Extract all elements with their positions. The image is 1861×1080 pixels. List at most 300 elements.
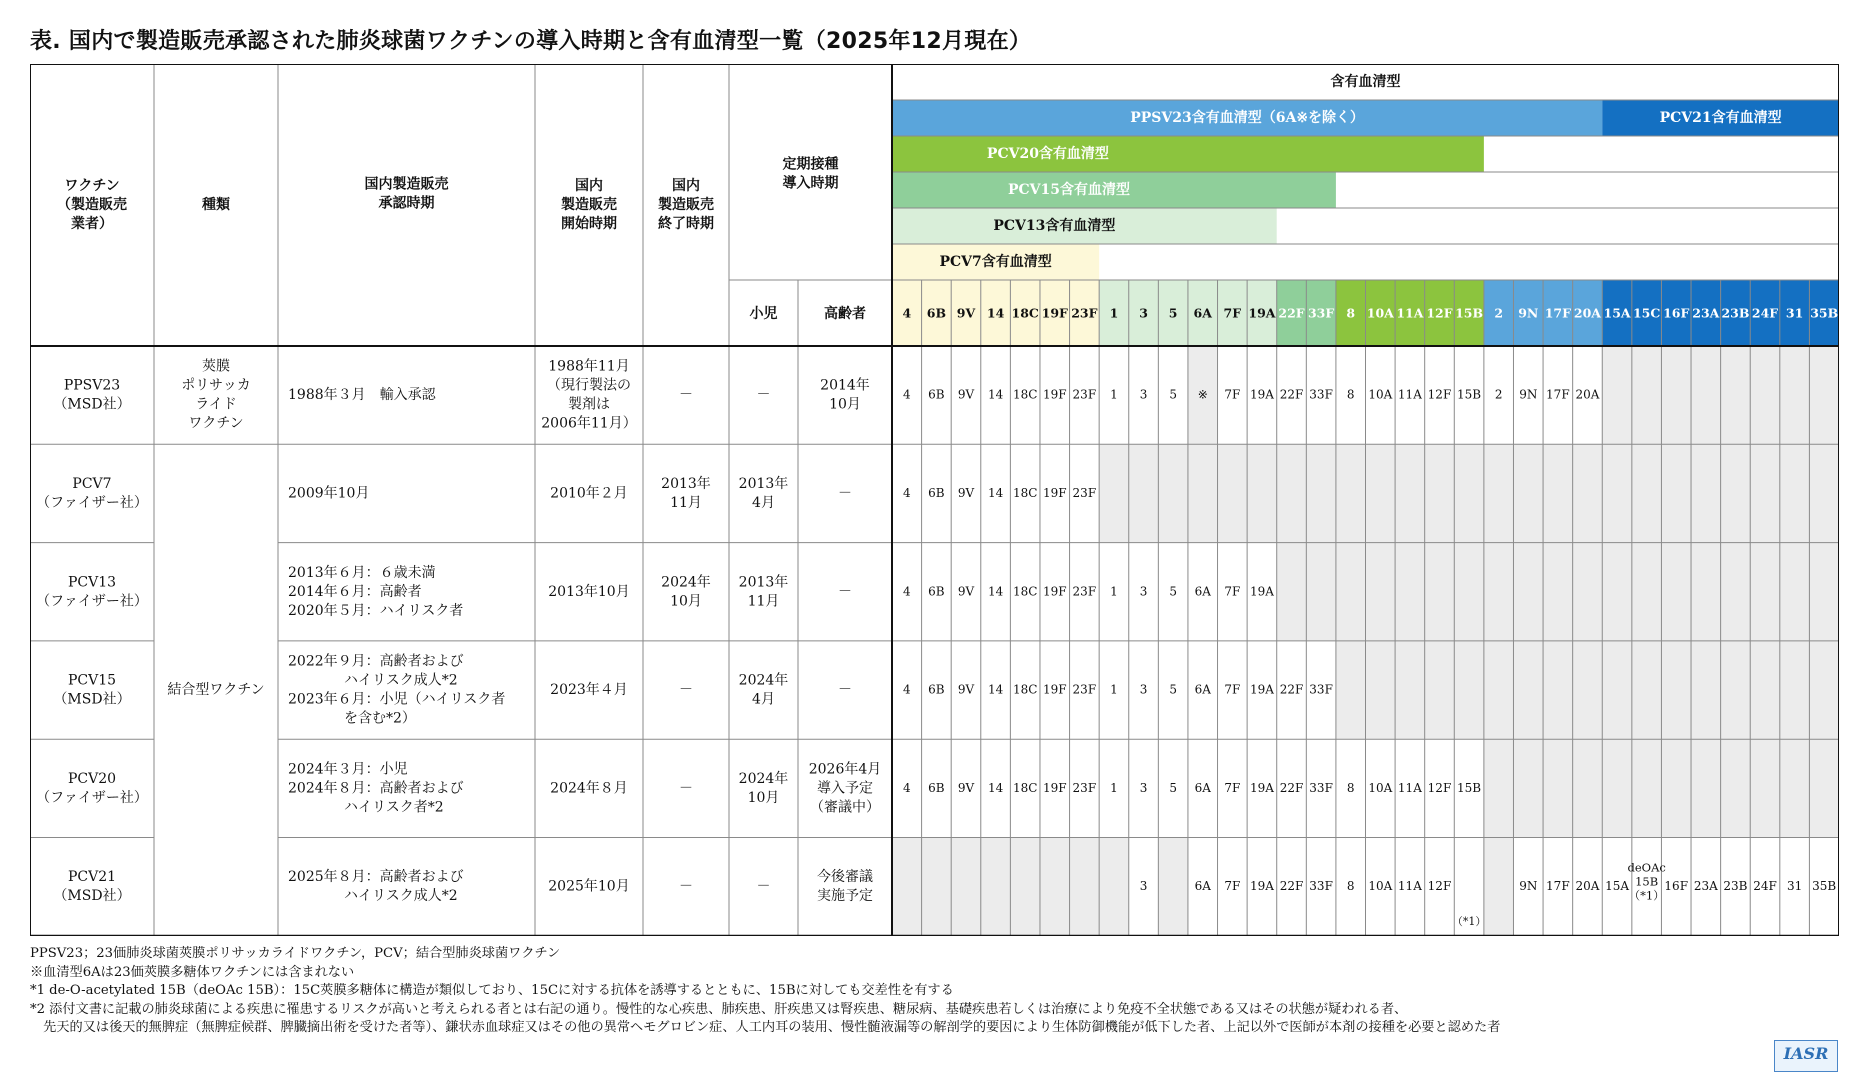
serotype-cell-text: 18C xyxy=(1012,682,1038,697)
excluded-cell xyxy=(1336,543,1366,641)
excluded-cell xyxy=(1632,641,1662,739)
header-start: 開始時期 xyxy=(561,216,617,232)
vaccine-name: （MSD社） xyxy=(53,691,131,708)
excluded-cell xyxy=(1099,838,1129,936)
excluded-cell xyxy=(1721,739,1751,837)
excluded-cell xyxy=(1809,444,1839,542)
excluded-cell xyxy=(1158,838,1188,936)
approval-date: 1988年３月 輸入承認 xyxy=(288,387,436,404)
serotype-cell-text: 19F xyxy=(1042,387,1067,402)
serotype-header-label: 3 xyxy=(1139,305,1148,321)
serotype-cell-text: 7F xyxy=(1224,387,1241,402)
serotype-cell-text: 3 xyxy=(1139,682,1148,697)
serotype-cell-text: 8 xyxy=(1346,387,1355,402)
excluded-cell xyxy=(1691,346,1721,444)
serotype-cell-text: 17F xyxy=(1546,879,1570,894)
header-approval: 承認時期 xyxy=(378,195,435,212)
serotype-header-label: 23F xyxy=(1071,305,1098,321)
serotype-header-label: 15A xyxy=(1603,305,1631,321)
serotype-cell-text: 33F xyxy=(1309,682,1333,697)
excluded-cell xyxy=(1661,444,1691,542)
serotype-header-label: 1 xyxy=(1109,305,1119,321)
excluded-cell xyxy=(1809,641,1839,739)
excluded-cell xyxy=(1691,641,1721,739)
excluded-cell xyxy=(1513,543,1543,641)
start-date: 製剤は xyxy=(568,396,610,413)
serotype-cell-text: 1 xyxy=(1110,387,1118,402)
serotype-cell-text: 5 xyxy=(1169,387,1177,402)
excluded-cell xyxy=(1454,444,1484,542)
vaccine-type: ポリサッカ xyxy=(181,377,251,394)
approval-date: 2022年９月：高齢者および xyxy=(288,653,464,670)
serotype-cell-text: deOAc xyxy=(1627,860,1666,875)
excluded-cell xyxy=(1721,346,1751,444)
approval-date: 2014年６月：高齢者 xyxy=(288,583,422,600)
routine-child: 10月 xyxy=(747,789,780,806)
excluded-cell xyxy=(1691,444,1721,542)
serotype-cell-text: 23B xyxy=(1723,879,1748,894)
serotype-cell-text: 3 xyxy=(1139,879,1148,894)
serotype-cell-text: 4 xyxy=(902,584,911,599)
excluded-cell xyxy=(1750,543,1780,641)
serotype-cell-text: 31 xyxy=(1786,879,1803,894)
excluded-cell xyxy=(1425,543,1455,641)
end-date: 11月 xyxy=(670,494,702,511)
excluded-cell xyxy=(1780,641,1810,739)
pcv15-band-label: PCV15含有血清型 xyxy=(1007,182,1130,198)
vaccine-name: PCV7 xyxy=(72,475,112,492)
serotype-cell-text: 6B xyxy=(928,584,945,599)
routine-elderly: 実施予定 xyxy=(817,888,873,905)
vaccine-type: ライド xyxy=(195,396,237,413)
approval-date: ハイリスク成人*2 xyxy=(288,888,458,905)
header-approval: 国内製造販売 xyxy=(364,176,449,193)
end-date: － xyxy=(679,387,693,404)
vaccine-type: ワクチン xyxy=(188,415,244,432)
excluded-cell xyxy=(1573,739,1603,837)
serotype-cell-text: 9V xyxy=(957,485,975,500)
excluded-cell xyxy=(1543,641,1573,739)
serotype-cell-text: 20A xyxy=(1575,387,1600,402)
serotype-cell-text: 6A xyxy=(1194,780,1211,795)
excluded-cell xyxy=(1691,739,1721,837)
excluded-cell xyxy=(1632,346,1662,444)
serotype-header-label: 15B xyxy=(1455,305,1484,321)
start-date: 2025年10月 xyxy=(548,878,630,895)
serotype-cell-text: 9V xyxy=(957,682,975,697)
start-date: 1988年11月 xyxy=(548,358,630,375)
serotype-header-label: 14 xyxy=(986,305,1005,321)
excluded-cell xyxy=(1395,444,1425,542)
serotype-header-label: 35B xyxy=(1810,305,1839,321)
serotype-cell-text: 10A xyxy=(1368,879,1393,894)
serotype-cell-text: 9N xyxy=(1519,387,1538,402)
excluded-cell xyxy=(1780,739,1810,837)
end-date: － xyxy=(679,682,693,699)
excluded-cell xyxy=(1691,543,1721,641)
excluded-cell xyxy=(1573,444,1603,542)
start-date: （現行製法の xyxy=(547,377,631,394)
serotype-header-label: 5 xyxy=(1168,305,1178,321)
excluded-cell xyxy=(1425,641,1455,739)
start-date: 2023年４月 xyxy=(550,682,628,699)
serotype-cell-text: 9V xyxy=(957,387,975,402)
excluded-cell xyxy=(1543,543,1573,641)
serotype-cell-text: 33F xyxy=(1309,387,1333,402)
pcv13-band-label: PCV13含有血清型 xyxy=(993,218,1116,234)
excluded-cell xyxy=(1454,543,1484,641)
excluded-cell xyxy=(1780,346,1810,444)
table-grid xyxy=(30,64,1839,936)
footnote-2-cont: 先天的又は後天的無脾症（無脾症候群、脾臓摘出術を受けた者等）、鎌状赤血球症又はその他の異常ヘモグロビン症、人工内耳の装用、慢性髄液漏等の解剖学的要因により生体防御機能が低下した者、上記以外で医師が本剤の接種を必要と認めた者 xyxy=(30,1020,1501,1036)
excluded-cell xyxy=(892,838,922,936)
routine-elderly: － xyxy=(838,682,852,699)
serotype-header-label: 17F xyxy=(1544,305,1571,321)
serotype-cell-text: 7F xyxy=(1224,879,1241,894)
iasr-logo: IASR xyxy=(1774,1040,1838,1072)
serotype-header-label: 10A xyxy=(1366,305,1394,321)
serotype-cell-text: 23F xyxy=(1072,682,1097,697)
serotype-header-label: 11A xyxy=(1396,305,1424,321)
serotype-header-label: 22F xyxy=(1278,305,1305,321)
routine-elderly: 2026年4月 xyxy=(808,761,882,778)
serotype-cell-text: 22F xyxy=(1279,780,1304,795)
serotype-cell-text: 6B xyxy=(928,485,945,500)
serotype-cell-text: 24F xyxy=(1753,879,1777,894)
excluded-cell xyxy=(1366,444,1396,542)
footnote-abbrev: PPSV23；23価肺炎球菌莢膜ポリサッカライドワクチン，PCV；結合型肺炎球菌ワクチン xyxy=(30,946,561,961)
excluded-cell xyxy=(1809,346,1839,444)
excluded-cell xyxy=(1336,444,1366,542)
serotype-cell-text: 6B xyxy=(928,682,945,697)
serotype-cell-text: 14 xyxy=(987,485,1004,500)
serotype-header-label: 6B xyxy=(926,305,947,321)
excluded-cell xyxy=(1484,543,1514,641)
excluded-cell xyxy=(1632,543,1662,641)
serotype-header-label: 33F xyxy=(1307,305,1335,321)
routine-child: 2024年 xyxy=(738,672,789,689)
serotype-cell-text: 11A xyxy=(1397,387,1422,402)
excluded-cell xyxy=(1425,444,1455,542)
routine-elderly: － xyxy=(838,583,852,600)
serotype-cell-text: 12F xyxy=(1427,780,1452,795)
header-vaccine: （製造販売 xyxy=(57,197,127,213)
serotype-header-label: 2 xyxy=(1494,305,1504,321)
excluded-cell xyxy=(1632,739,1662,837)
excluded-cell xyxy=(1573,543,1603,641)
serotype-header-label: 4 xyxy=(902,305,912,321)
serotype-header-label: 16F xyxy=(1663,305,1690,321)
serotype-cell-text: 12F xyxy=(1427,387,1452,402)
serotype-cell-text: 23F xyxy=(1072,485,1097,500)
excluded-cell xyxy=(1484,838,1514,936)
start-date: 2006年11月） xyxy=(541,415,637,432)
excluded-cell xyxy=(1484,739,1514,837)
serotype-cell-text: 19A xyxy=(1249,682,1274,697)
excluded-cell xyxy=(1513,444,1543,542)
serotype-header-label: 6A xyxy=(1193,305,1212,321)
excluded-cell xyxy=(1661,739,1691,837)
serotype-cell-text: 18C xyxy=(1012,780,1038,795)
excluded-cell xyxy=(1366,543,1396,641)
serotype-cell-text: 1 xyxy=(1110,780,1118,795)
excluded-cell xyxy=(1306,444,1336,542)
routine-child: 2024年 xyxy=(738,770,789,787)
serotype-cell-text: 19F xyxy=(1042,780,1067,795)
routine-elderly: 10月 xyxy=(829,396,861,413)
serotype-cell-text: 19A xyxy=(1249,780,1274,795)
excluded-cell xyxy=(1809,543,1839,641)
serotype-cell-text: 5 xyxy=(1169,682,1177,697)
serotype-cell-text: 15B xyxy=(1635,874,1659,889)
header-end: 終了時期 xyxy=(658,216,714,232)
serotype-cell-text: 9V xyxy=(957,780,975,795)
excluded-cell xyxy=(1247,444,1277,542)
vaccine-name: PCV21 xyxy=(67,869,117,886)
serotype-cell-text: 33F xyxy=(1309,879,1333,894)
serotype-cell-text: 15A xyxy=(1605,879,1630,894)
header-serotypes: 含有血清型 xyxy=(1330,74,1401,90)
serotype-header-label: 31 xyxy=(1785,305,1804,321)
serotype-cell-text: 19F xyxy=(1042,584,1067,599)
routine-elderly: （審議中） xyxy=(810,799,880,816)
serotype-cell-text: 3 xyxy=(1139,780,1148,795)
vaccine-name: PCV13 xyxy=(67,574,117,591)
serotype-cell-text: 7F xyxy=(1224,682,1241,697)
routine-elderly: － xyxy=(838,485,852,502)
routine-elderly: 導入予定 xyxy=(817,780,873,797)
excluded-cell xyxy=(1010,838,1040,936)
excluded-cell xyxy=(1750,641,1780,739)
vaccine-name: （MSD社） xyxy=(53,396,131,413)
header-start: 国内 xyxy=(575,178,603,194)
header-routine: 導入時期 xyxy=(782,175,839,192)
conjugate-type-label: 結合型ワクチン xyxy=(167,682,265,699)
excluded-cell xyxy=(922,838,952,936)
serotype-cell-text: 5 xyxy=(1169,584,1177,599)
serotype-cell-text: 22F xyxy=(1279,387,1304,402)
header-elderly: 高齢者 xyxy=(824,306,866,322)
end-date: 2013年 xyxy=(661,475,711,492)
excluded-cell xyxy=(1306,543,1336,641)
serotype-cell-text: 3 xyxy=(1139,387,1148,402)
footnote-1: *1 de-O-acetylated 15B（deOAc 15B）：15C莢膜多糖体に構造が類似しており、15Cに対する抗体を誘導するとともに、15Bに対しても交差性を有する xyxy=(30,983,954,999)
excluded-cell xyxy=(1721,444,1751,542)
approval-date: 2013年６月：６歳未満 xyxy=(288,564,436,581)
serotype-cell-text: 1 xyxy=(1110,584,1118,599)
serotype-header-label: 23B xyxy=(1721,305,1750,321)
header-start: 製造販売 xyxy=(561,197,617,213)
excluded-cell xyxy=(1070,838,1100,936)
serotype-cell-text: 9N xyxy=(1519,879,1538,894)
routine-elderly: 今後審議 xyxy=(817,869,873,886)
serotype-cell-text: 4 xyxy=(902,387,911,402)
pcv21-band-label: PCV21含有血清型 xyxy=(1659,110,1782,126)
serotype-cell-text: 23A xyxy=(1693,879,1718,894)
excluded-cell xyxy=(1602,444,1632,542)
serotype-cell-text: 14 xyxy=(987,584,1004,599)
excluded-cell xyxy=(1661,346,1691,444)
vaccine-name: （ファイザー社） xyxy=(36,593,148,610)
vaccine-name: PCV15 xyxy=(67,672,117,689)
serotype-header-label: 23A xyxy=(1692,305,1720,321)
serotype-cell-text: 4 xyxy=(902,780,911,795)
routine-elderly: 2014年 xyxy=(820,377,870,394)
header-end: 製造販売 xyxy=(658,197,714,213)
pcv20-band xyxy=(892,136,1484,172)
serotype-cell-text: 16F xyxy=(1664,879,1689,894)
excluded-cell xyxy=(1040,838,1070,936)
excluded-cell xyxy=(1129,444,1159,542)
routine-child: 2013年 xyxy=(738,574,789,591)
pcv20-band-label: PCV20含有血清型 xyxy=(986,146,1109,162)
header-vaccine: ワクチン xyxy=(64,178,120,194)
approval-date: 2020年５月：ハイリスク者 xyxy=(288,602,464,619)
excluded-cell xyxy=(1780,444,1810,542)
start-date: 2024年８月 xyxy=(550,780,628,797)
page-title: 表. 国内で製造販売承認された肺炎球菌ワクチンの導入時期と含有血清型一覧（2025年12月現在） xyxy=(30,29,1032,54)
routine-child: 11月 xyxy=(747,593,780,610)
serotype-cell-text: 17F xyxy=(1546,387,1570,402)
serotype-cell-text: 10A xyxy=(1368,387,1393,402)
pcv7-band-label: PCV7含有血清型 xyxy=(939,254,1052,270)
excluded-cell xyxy=(1661,641,1691,739)
serotype-cell-text: 22F xyxy=(1279,682,1304,697)
approval-date: ハイリスク成人*2 xyxy=(288,672,458,689)
excluded-cell xyxy=(1750,444,1780,542)
serotype-cell-text: 6A xyxy=(1194,682,1211,697)
header-vaccine: 業者） xyxy=(71,216,113,232)
approval-date: ハイリスク者*2 xyxy=(288,799,444,816)
excluded-cell xyxy=(1543,444,1573,542)
excluded-cell xyxy=(1366,641,1396,739)
serotype-cell-text: 23F xyxy=(1072,387,1097,402)
serotype-cell-text: 18C xyxy=(1012,584,1038,599)
excluded-cell xyxy=(1395,543,1425,641)
start-date: 2010年２月 xyxy=(550,485,628,502)
serotype-table xyxy=(30,64,1839,936)
serotype-cell-text: 14 xyxy=(987,780,1004,795)
end-date: 10月 xyxy=(670,593,702,610)
excluded-cell xyxy=(1099,444,1129,542)
serotype-cell-text: 23F xyxy=(1072,780,1097,795)
serotype-cell-text: 19A xyxy=(1249,584,1274,599)
serotype-cell-text: 7F xyxy=(1224,780,1241,795)
serotype-cell-text: 5 xyxy=(1169,780,1177,795)
excluded-cell xyxy=(951,838,981,936)
start-date: 2013年10月 xyxy=(548,583,630,600)
excluded-cell xyxy=(1454,641,1484,739)
excluded-cell xyxy=(1780,543,1810,641)
excluded-cell xyxy=(1543,739,1573,837)
serotype-cell-text: 14 xyxy=(987,682,1004,697)
serotype-header-label: 12F xyxy=(1426,305,1453,321)
ppsv23-band-label: PPSV23含有血清型（6A※を除く） xyxy=(1130,110,1365,126)
excluded-cell xyxy=(1602,641,1632,739)
serotype-cell-text: 19F xyxy=(1042,485,1067,500)
excluded-cell xyxy=(1395,641,1425,739)
header-routine: 定期接種 xyxy=(782,156,839,173)
serotype-cell-text: 18C xyxy=(1012,485,1038,500)
serotype-cell-text: 11A xyxy=(1397,780,1422,795)
excluded-cell xyxy=(1484,641,1514,739)
serotype-cell-text: 4 xyxy=(902,485,911,500)
excluded-cell xyxy=(1750,739,1780,837)
serotype-cell-text: 15B xyxy=(1457,387,1482,402)
serotype-cell-text: 10A xyxy=(1368,780,1393,795)
serotype-cell-text: 4 xyxy=(902,682,911,697)
serotype-cell-text: 19F xyxy=(1042,682,1067,697)
excluded-cell xyxy=(1602,346,1632,444)
serotype-cell-text: 22F xyxy=(1279,879,1304,894)
serotype-cell-text: 15B xyxy=(1457,780,1482,795)
routine-child: 4月 xyxy=(752,494,775,511)
vaccine-name: （ファイザー社） xyxy=(36,789,148,806)
end-date: 2024年 xyxy=(661,574,711,591)
approval-date: 2025年８月：高齢者および xyxy=(288,869,464,886)
serotype-cell-text: 3 xyxy=(1139,584,1148,599)
excluded-cell xyxy=(1513,641,1543,739)
serotype-cell-text: 23F xyxy=(1072,584,1097,599)
header-type: 種類 xyxy=(202,197,230,213)
serotype-header-label: 19A xyxy=(1248,305,1276,321)
excluded-cell xyxy=(1484,444,1514,542)
serotype-header-label: 24F xyxy=(1751,305,1779,321)
excluded-cell xyxy=(1602,543,1632,641)
approval-date: 2024年３月：小児 xyxy=(288,761,408,778)
approval-date: 2024年８月：高齢者および xyxy=(288,780,464,797)
end-date: － xyxy=(679,780,693,797)
serotype-cell-text: 7F xyxy=(1224,584,1241,599)
vaccine-name: （MSD社） xyxy=(53,888,131,905)
serotype-cell-text: 2 xyxy=(1494,387,1503,402)
excluded-cell xyxy=(1721,543,1751,641)
approval-date: を含む*2） xyxy=(288,710,416,727)
serotype-cell-text: 6B xyxy=(928,780,945,795)
excluded-cell xyxy=(1277,543,1307,641)
serotype-header-label: 20A xyxy=(1573,305,1601,321)
excluded-cell xyxy=(1218,444,1248,542)
excluded-cell xyxy=(1661,543,1691,641)
end-date: － xyxy=(679,878,693,895)
serotype-cell-text: 35B xyxy=(1812,879,1837,894)
serotype-cell-text: 8 xyxy=(1346,879,1355,894)
serotype-header-label: 18C xyxy=(1011,305,1039,321)
excluded-cell xyxy=(1336,641,1366,739)
routine-child: 4月 xyxy=(752,691,775,708)
excluded-cell xyxy=(1277,444,1307,542)
serotype-header-label: 19F xyxy=(1041,305,1068,321)
routine-child: － xyxy=(756,878,771,895)
routine-child: － xyxy=(756,387,771,404)
serotype-cell-text: 6A xyxy=(1194,584,1211,599)
vaccine-name: PCV20 xyxy=(67,770,117,787)
approval-date: 2009年10月 xyxy=(288,485,370,502)
serotype-cell-text: 33F xyxy=(1309,780,1333,795)
excluded-cell xyxy=(981,838,1011,936)
serotype-cell-text: 6B xyxy=(928,387,945,402)
excluded-cell xyxy=(1602,739,1632,837)
excluded-cell xyxy=(1809,739,1839,837)
serotype-header-label: 8 xyxy=(1346,305,1356,321)
serotype-cell-text: 14 xyxy=(987,387,1004,402)
serotype-cell-text: 11A xyxy=(1397,879,1422,894)
excluded-cell xyxy=(1188,444,1218,542)
serotype-cell-text: （*1） xyxy=(1628,888,1665,903)
serotype-header-label: 15C xyxy=(1632,305,1661,321)
vaccine-name: （ファイザー社） xyxy=(36,494,148,511)
serotype-cell-text: ※ xyxy=(1197,387,1208,402)
